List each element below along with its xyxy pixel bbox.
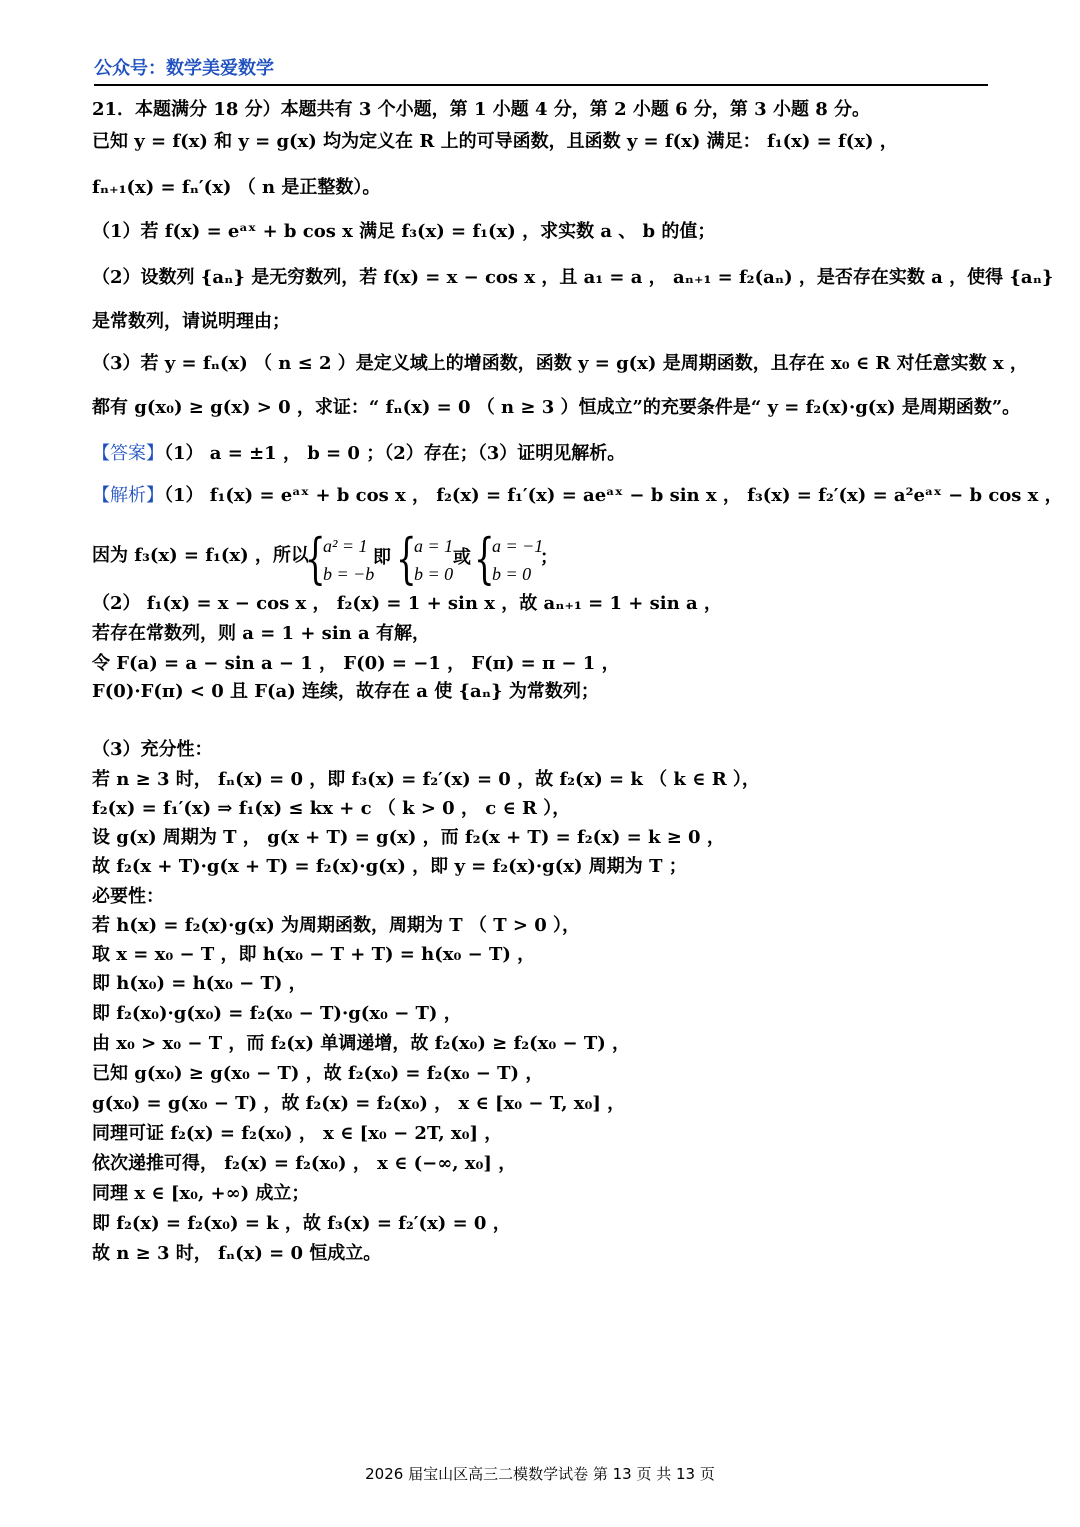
p3-line-3: f₂(x) = f₁′(x) ⇒ f₁(x) ≤ kx + c （ k > 0 ， c ∈ R ）， bbox=[92, 798, 571, 819]
brace-icon: { bbox=[396, 527, 417, 590]
analysis-l2-prefix: 因为 f₃(x) = f₁(x) ，所以 bbox=[92, 545, 309, 566]
p3-line-18: 故 n ≥ 3 时， fₙ(x) = 0 恒成立。 bbox=[92, 1243, 382, 1264]
p3-line-11: 由 x₀ > x₀ − T ，而 f₂(x) 单调递增，故 f₂(x₀) ≥ f₂(x₀ − T) ， bbox=[92, 1033, 631, 1054]
p3-line-10: 即 f₂(x₀)·g(x₀) = f₂(x₀ − T)·g(x₀ − T) ， bbox=[92, 1003, 462, 1024]
p3-line-6: 必要性： bbox=[92, 886, 164, 907]
p3-line-15: 依次递推可得， f₂(x) = f₂(x₀) ， x ∈ (−∞, x₀] ， bbox=[92, 1153, 517, 1174]
semicolon: ； bbox=[540, 547, 558, 568]
p3-line-1: （3）充分性： bbox=[92, 739, 213, 760]
p3-line-5: 故 f₂(x + T)·g(x + T) = f₂(x)·g(x) ，即 y = f₂(x)·g(x) 周期为 T ； bbox=[92, 856, 687, 877]
brace-icon: { bbox=[305, 527, 326, 590]
p3-line-7: 若 h(x) = f₂(x)·g(x) 为周期函数，周期为 T （ T > 0 ）， bbox=[92, 915, 581, 936]
huo-label: 或 bbox=[453, 547, 471, 568]
page-header bbox=[94, 52, 988, 86]
p3-line-2: 若 n ≥ 3 时， fₙ(x) = 0 ，即 f₃(x) = f₂′(x) = 0 ，故 f₂(x) = k （ k ∈ R ）， bbox=[92, 769, 760, 790]
p3-line-12: 已知 g(x₀) ≥ g(x₀ − T) ，故 f₂(x₀) = f₂(x₀ − T) ， bbox=[92, 1063, 544, 1084]
problem-stmt-1: 已知 y = f(x) 和 y = g(x) 均为定义在 R 上的可导函数，且函数 y = f(x) 满足： f₁(x) = f(x) ， bbox=[92, 131, 898, 152]
problem-title: 21．本题满分 18 分）本题共有 3 个小题，第 1 小题 4 分，第 2 小题 6 分，第 3 小题 8 分。 bbox=[92, 99, 871, 120]
page-footer: 2026 届宝山区高三二模数学试卷 第 13 页 共 13 页 bbox=[365, 1465, 715, 1483]
answer-line bbox=[92, 442, 625, 466]
system-3-eq-1: a = −1 bbox=[492, 536, 544, 556]
p2-line-3: 令 F(a) = a − sin a − 1 ， F(0) = −1 ， F(π) = π − 1 ， bbox=[92, 653, 620, 674]
p2-line-1: （2） f₁(x) = x − cos x ， f₂(x) = 1 + sin x ，故 aₙ₊₁ = 1 + sin a ， bbox=[92, 593, 722, 614]
question-3b: 都有 g(x₀) ≥ g(x) > 0 ，求证：“ fₙ(x) = 0 （ n ≥ 3 ）恒成立”的充要条件是“ y = f₂(x)·g(x) 是周期函数”。 bbox=[92, 397, 1021, 418]
p3-line-16: 同理 x ∈ [x₀, +∞) 成立； bbox=[92, 1183, 310, 1204]
brand-label: 公众号：数学美爱数学 bbox=[94, 58, 274, 79]
p3-line-4: 设 g(x) 周期为 T ， g(x + T) = g(x) ，而 f₂(x + T) = f₂(x) = k ≥ 0 ， bbox=[92, 827, 725, 848]
question-1: （1）若 f(x) = eᵃˣ + b cos x 满足 f₃(x) = f₁(x) ，求实数 a 、 b 的值； bbox=[92, 221, 716, 242]
question-3a: （3）若 y = fₙ(x) （ n ≤ 2 ）是定义域上的增函数，函数 y = g(x) 是周期函数，且存在 x₀ ∈ R 对任意实数 x ， bbox=[92, 353, 1028, 374]
p3-line-9: 即 h(x₀) = h(x₀ − T) ， bbox=[92, 973, 307, 994]
p3-line-14: 同理可证 f₂(x) = f₂(x₀) ， x ∈ [x₀ − 2T, x₀] ， bbox=[92, 1123, 503, 1144]
question-2a: （2）设数列 {aₙ} 是无穷数列，若 f(x) = x − cos x ，且 a₁ = a ， aₙ₊₁ = f₂(aₙ) ，是否存在实数 a ，使得 {aₙ} bbox=[92, 267, 1054, 288]
p2-line-2: 若存在常数列，则 a = 1 + sin a 有解， bbox=[92, 623, 430, 644]
problem-stmt-2: fₙ₊₁(x) = fₙ′(x) （ n 是正整数）。 bbox=[92, 177, 381, 198]
p3-line-8: 取 x = x₀ − T ，即 h(x₀ − T + T) = h(x₀ − T) ， bbox=[92, 944, 536, 965]
analysis-tag: 【解析】 bbox=[92, 485, 164, 506]
answer-tag: 【答案】 bbox=[92, 443, 164, 464]
system-2-eq-1: a = 1 bbox=[414, 536, 454, 556]
analysis-l1: （1） f₁(x) = eᵃˣ + b cos x ， f₂(x) = f₁′(x) = aeᵃˣ − b sin x ， f₃(x) = f₂′(x) = a²eᵃˣ − b cos x ， bbox=[164, 485, 1063, 506]
p2-line-4: F(0)·F(π) < 0 且 F(a) 连续，故存在 a 使 {aₙ} 为常数列； bbox=[92, 681, 599, 702]
brace-icon: { bbox=[474, 527, 495, 590]
question-2b: 是常数列，请说明理由； bbox=[92, 311, 290, 332]
system-3-eq-2: b = 0 bbox=[492, 564, 532, 584]
system-1-eq-2: b = −b bbox=[323, 564, 375, 584]
p3-line-17: 即 f₂(x) = f₂(x₀) = k ，故 f₃(x) = f₂′(x) = 0 ， bbox=[92, 1213, 511, 1234]
system-1-eq-1: a² = 1 bbox=[323, 536, 368, 556]
ji-label: 即 bbox=[373, 547, 391, 568]
p3-line-13: g(x₀) = g(x₀ − T) ，故 f₂(x) = f₂(x₀) ， x ∈ [x₀ − T, x₀] ， bbox=[92, 1093, 626, 1114]
analysis-line-1 bbox=[92, 484, 1063, 508]
answer-text: （1） a = ±1 ， b = 0 ；（2）存在；（3）证明见解析。 bbox=[164, 443, 626, 464]
system-2-eq-2: b = 0 bbox=[414, 564, 454, 584]
